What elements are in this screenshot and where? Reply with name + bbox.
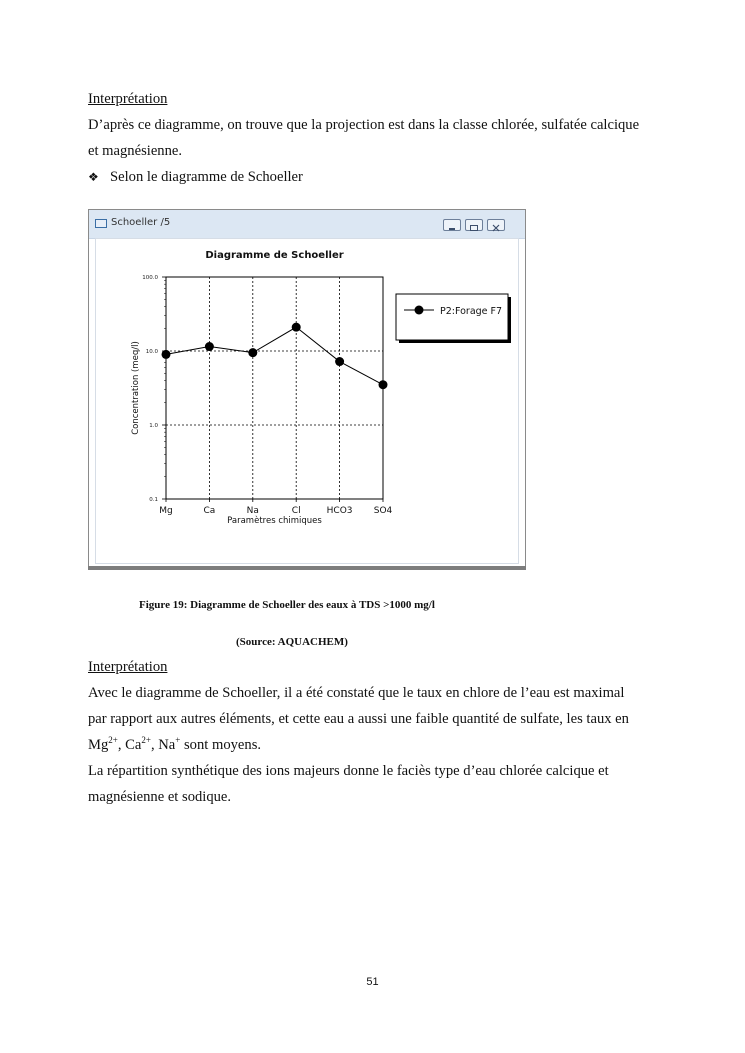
interpretation-heading-2: Interprétation <box>88 659 168 675</box>
paragraph-1-line-1: D’après ce diagramme, on trouve que la projection est dans la classe chlorée, sulfatée calcique <box>88 117 640 133</box>
x-tick-label: Cl <box>291 506 301 516</box>
plot-frame <box>166 277 383 499</box>
data-point-cl <box>292 323 301 332</box>
minimize-button[interactable] <box>443 219 461 231</box>
ion-ca-charge: 2+ <box>141 735 151 745</box>
data-point-hco3 <box>335 357 344 366</box>
bullet-item <box>88 164 656 190</box>
paragraph-3-line-2: magnésienne et sodique. <box>88 789 232 805</box>
figure-source: (Source: AQUACHEM) <box>236 636 348 648</box>
chart-area <box>95 238 519 564</box>
series-line <box>166 327 383 385</box>
x-tick-label: Mg <box>159 506 173 516</box>
paragraph-3-line-1: La répartition synthétique des ions majeurs donne le faciès type d’eau chlorée calcique et <box>88 763 609 779</box>
window-bottom-border <box>88 566 526 570</box>
ion-mg: Mg <box>88 737 109 753</box>
window-titlebar[interactable] <box>89 210 525 239</box>
y-tick-label: 1.0 <box>149 423 158 429</box>
chart-title: Diagramme de Schoeller <box>205 250 344 261</box>
paragraph-2-line-2: par rapport aux autres éléments, et cette eau a aussi une faible quantité de sulfate, les taux en <box>88 711 629 727</box>
x-tick-label: Ca <box>203 506 216 516</box>
diamond-bullet-icon: ❖ <box>88 170 99 184</box>
interpretation-heading-1: Interprétation <box>88 91 168 107</box>
bullet-text: Selon le diagramme de Schoeller <box>110 169 303 185</box>
maximize-icon <box>466 223 482 233</box>
y-tick-label: 10.0 <box>145 349 158 355</box>
ion-mg-charge: 2+ <box>108 735 118 745</box>
page-number: 51 <box>366 976 379 988</box>
close-icon <box>488 223 504 233</box>
y-tick-label: 100.0 <box>142 275 158 281</box>
x-tick-label: SO4 <box>373 506 393 516</box>
window-title: Schoeller /5 <box>111 217 171 228</box>
y-axis-label: Concentration (meq/l) <box>131 341 141 435</box>
legend-marker <box>415 306 424 315</box>
legend-label: P2:Forage F7 <box>440 306 503 317</box>
paragraph-2-line-3: $Mg^{2+}$, $Ca^{2+}$, Na+ sont moyens. <box>88 735 262 753</box>
data-point-so4 <box>379 380 388 389</box>
x-tick-label: Na <box>246 506 259 516</box>
ion-na: Na <box>158 737 176 753</box>
minimize-icon <box>444 223 460 233</box>
ion-ca: Ca <box>125 737 142 753</box>
schoeller-window <box>88 209 526 569</box>
schoeller-chart <box>96 239 518 563</box>
data-point-na <box>248 348 257 357</box>
x-axis-label: Paramètres chimiques <box>227 516 322 526</box>
close-button[interactable] <box>487 219 505 231</box>
maximize-button[interactable] <box>465 219 483 231</box>
y-tick-label: 0.1 <box>149 497 158 503</box>
paragraph-1-line-2: et magnésienne. <box>88 143 183 159</box>
legend-box <box>396 294 508 340</box>
paragraph-2-line-1: Avec le diagramme de Schoeller, il a été constaté que le taux en chlore de l’eau est maximal <box>88 685 625 701</box>
figure-caption: Figure 19: Diagramme de Schoeller des eaux à TDS >1000 mg/l <box>139 599 435 611</box>
chart-window-icon <box>95 219 107 228</box>
x-tick-label: HCO3 <box>326 506 353 516</box>
paragraph-2-line-3-rest: sont moyens. <box>180 737 262 753</box>
ion-na-charge: + <box>175 735 181 745</box>
data-point-ca <box>205 342 214 351</box>
data-point-mg <box>162 350 171 359</box>
